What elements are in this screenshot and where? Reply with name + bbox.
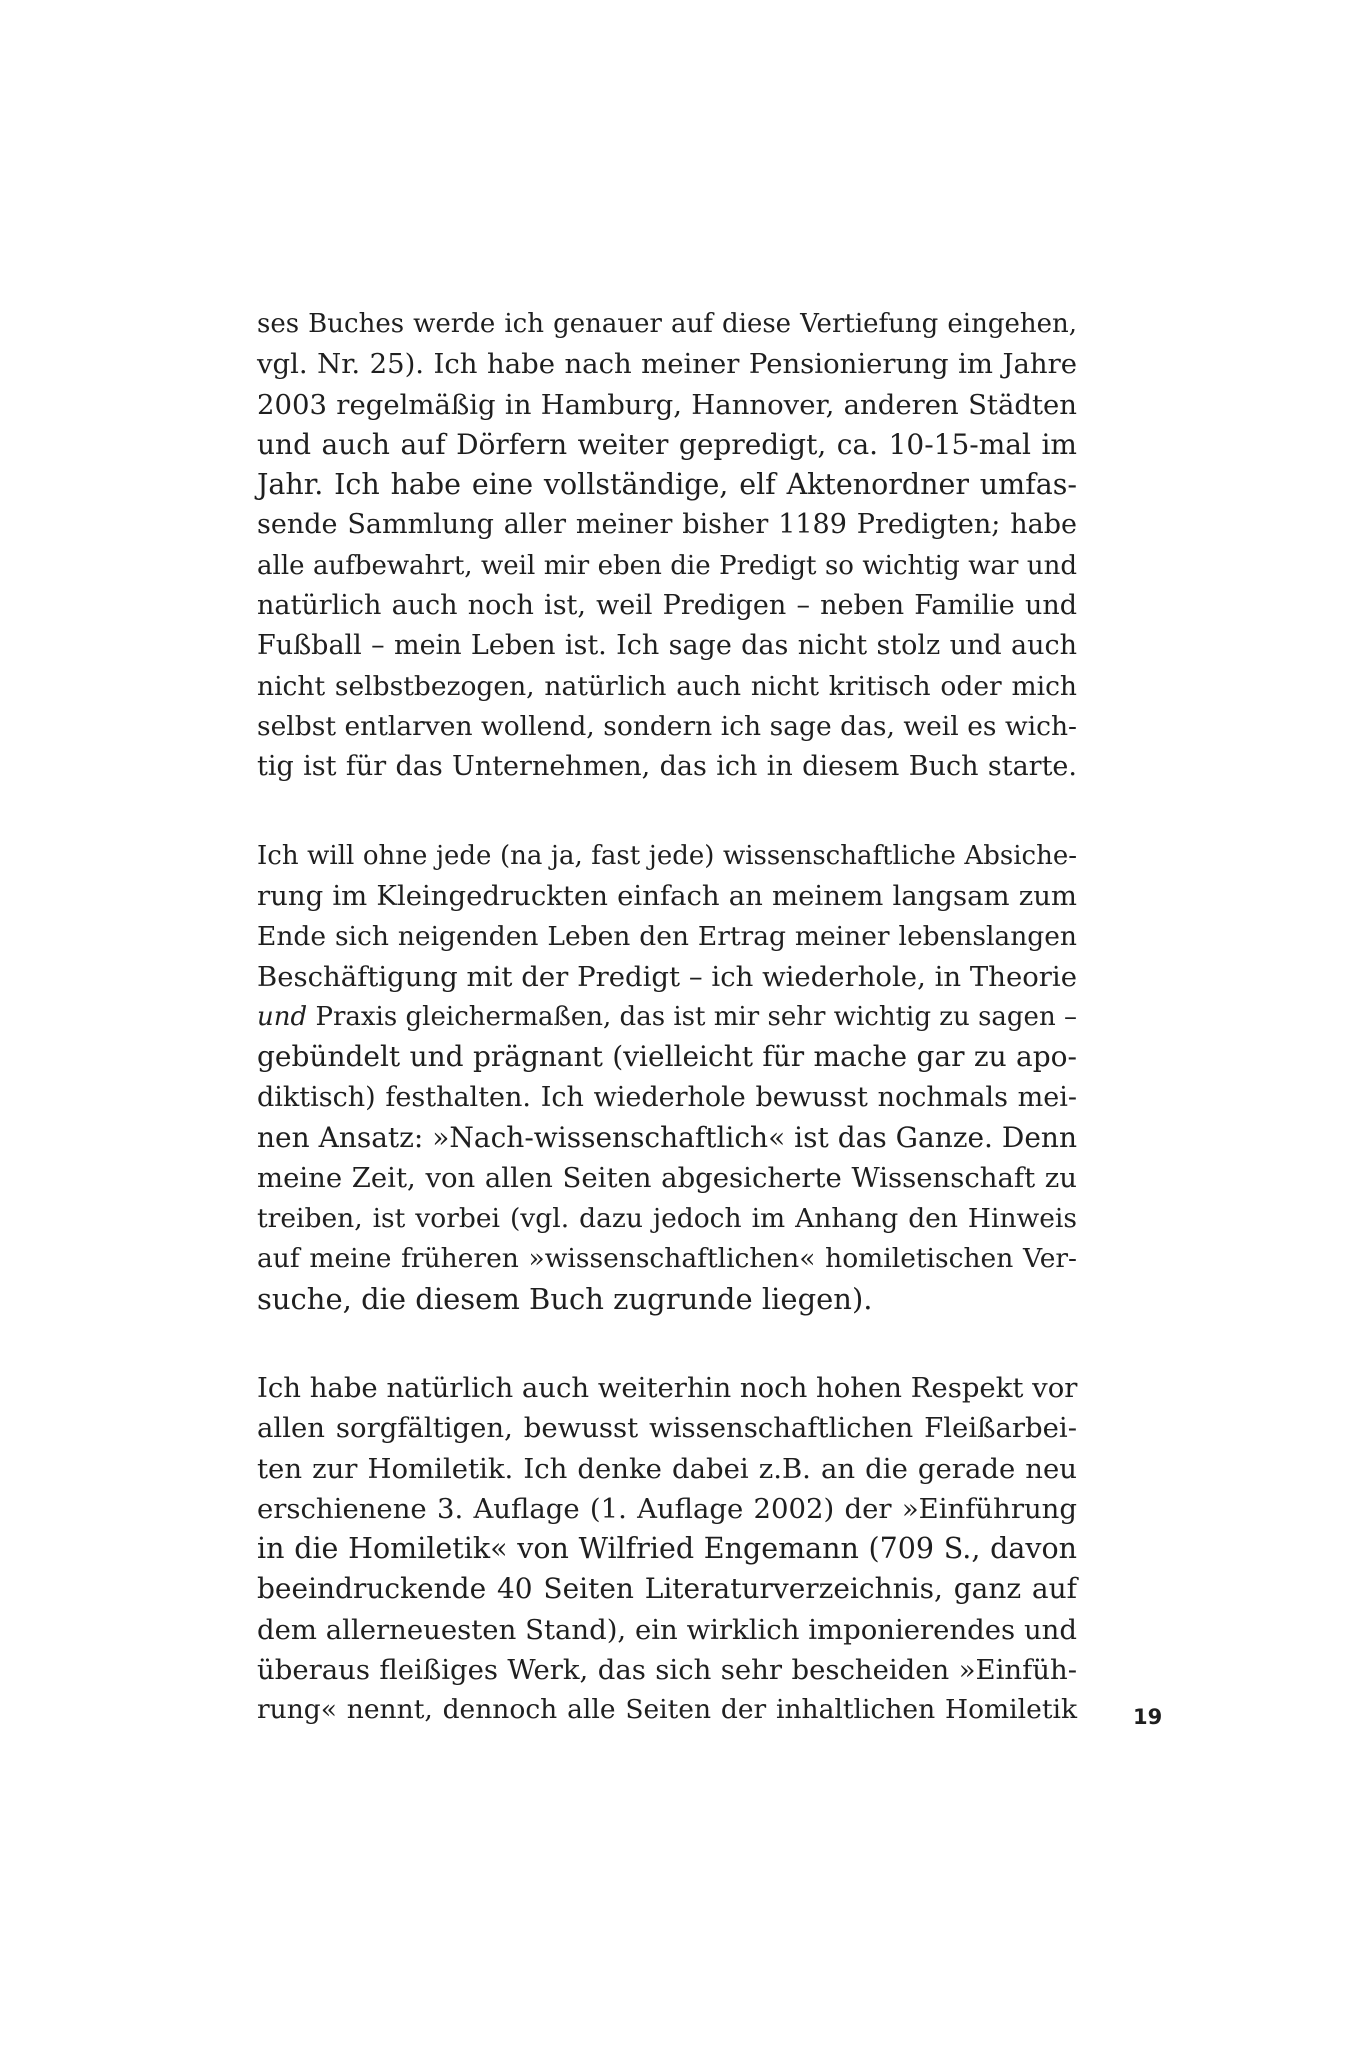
text-line: treiben, ist vorbei (vgl. dazu jedoch im Anhang den Hinweis (257, 1202, 1077, 1234)
text-line: tig ist für das Unternehmen, das ich in diesem Buch starte. (257, 751, 1077, 783)
text-line: nen Ansatz: »Nach-wissenschaftlich« ist das Ganze. Denn (257, 1121, 1077, 1155)
text-line: gebündelt und prägnant (vielleicht für mache gar zu apo- (257, 1040, 1077, 1074)
text-line: und auch auf Dörfern weiter gepredigt, ca. 10-15-mal im (257, 427, 1077, 461)
text-line: rung im Kleingedruckten einfach an meinem langsam zum (257, 880, 1077, 913)
text-line: erschienene 3. Auflage (1. Auflage 2002) der »Einführung (257, 1492, 1077, 1525)
text-line: ses Buches werde ich genauer auf diese Vertiefung eingehen, (257, 309, 1077, 339)
text-line: nicht selbstbezogen, natürlich auch nicht kritisch oder mich (257, 670, 1077, 702)
text-line: selbst entlarven wollend, sondern ich sage das, weil es wich- (257, 710, 1077, 742)
paragraph-3 (257, 1368, 1077, 1731)
text-line: allen sorgfältigen, bewusst wissenschaftlichen Fleißarbei- (257, 1412, 1077, 1445)
text-line: suche, die diesem Buch zugrunde liegen). (257, 1282, 873, 1317)
text-line: natürlich auch noch ist, weil Predigen – neben Familie und (257, 590, 1077, 622)
text-line-with-italic (257, 997, 1077, 1037)
text-line: vgl. Nr. 25). Ich habe nach meiner Pensionierung im Jahre (257, 348, 1077, 381)
text-line: Ich will ohne jede (na ja, fast jede) wissenschaftliche Absiche- (257, 841, 1077, 871)
text-line: beeindruckende 40 Seiten Literaturverzeichnis, ganz auf (257, 1572, 1077, 1606)
italic-word: und (257, 1002, 308, 1033)
text-line: sende Sammlung aller meiner bisher 1189 Predigten; habe (257, 509, 1077, 541)
text-line: meine Zeit, von allen Seiten abgesicherte Wissenschaft zu (257, 1162, 1077, 1195)
text-line: ten zur Homiletik. Ich denke dabei z.B. an die gerade neu (257, 1452, 1077, 1485)
paragraph-1 (257, 304, 1077, 788)
text-line: 2003 regelmäßig in Hamburg, Hannover, anderen Städten (257, 388, 1077, 421)
text-line: Fußball – mein Leben ist. Ich sage das nicht stolz und auch (257, 630, 1077, 662)
page-number: 19 (1133, 1705, 1163, 1729)
text-line-rest: Praxis gleichermaßen, das ist mir sehr wichtig zu sagen – (315, 1002, 1078, 1033)
text-line: überaus fleißiges Werk, das sich sehr bescheiden »Einfüh- (257, 1654, 1077, 1687)
text-line: Beschäftigung mit der Predigt – ich wiederhole, in Theorie (257, 960, 1077, 993)
text-line: Jahr. Ich habe eine vollständige, elf Aktenordner umfas- (257, 468, 1077, 502)
text-line: Ich habe natürlich auch weiterhin noch hohen Respekt vor (257, 1372, 1078, 1404)
text-line: alle aufbewahrt, weil mir eben die Predigt so wichtig war und (257, 550, 1077, 581)
text-line: diktisch) festhalten. Ich wiederhole bewusst nochmals mei- (257, 1081, 1077, 1113)
text-line: in die Homiletik« von Wilfried Engemann (709 S., davon (257, 1532, 1077, 1566)
text-line: dem allerneuesten Stand), ein wirklich imponierendes und (257, 1613, 1077, 1646)
text-line: rung« nennt, dennoch alle Seiten der inhaltlichen Homiletik (257, 1694, 1077, 1726)
paragraph-2 (257, 836, 1077, 1320)
text-line: auf meine früheren »wissenschaftlichen« homiletischen Ver- (257, 1242, 1077, 1274)
text-line: Ende sich neigenden Leben den Ertrag meiner lebenslangen (257, 920, 1077, 952)
